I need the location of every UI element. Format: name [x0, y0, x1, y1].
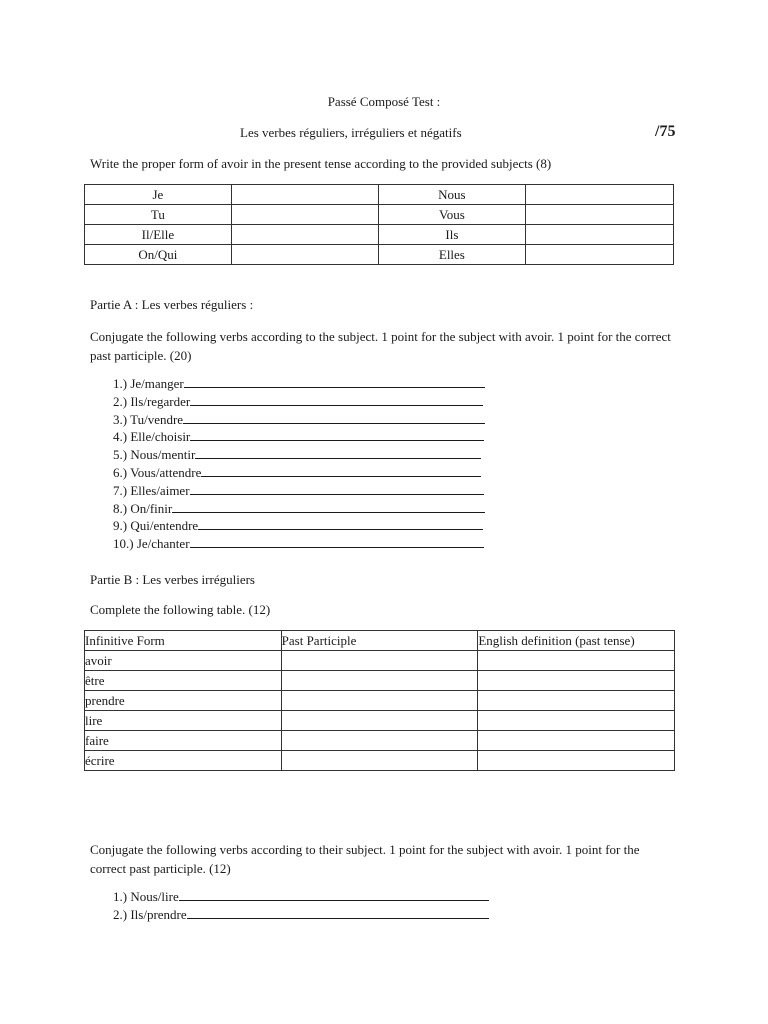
answer-line[interactable]	[187, 905, 489, 919]
exercise-prompt: 6.) Vous/attendre	[113, 464, 202, 480]
avoir-table	[84, 184, 674, 265]
exercise-prompt: 3.) Tu/vendre	[113, 411, 184, 427]
answer-line[interactable]	[190, 427, 484, 441]
subject-cell: Il/Elle	[85, 225, 232, 245]
list-item	[113, 410, 503, 428]
list-item	[113, 445, 503, 463]
partie-b-exercise-list	[113, 887, 508, 923]
partie-b-instruction: Complete the following table. (12)	[90, 602, 271, 617]
list-item	[113, 374, 503, 392]
list-item	[113, 463, 503, 481]
column-header: English definition (past tense)	[478, 631, 675, 651]
table-row	[85, 751, 675, 771]
answer-cell[interactable]	[478, 711, 675, 731]
table-row	[85, 671, 675, 691]
partie-a-instruction: Conjugate the following verbs according to the subject. 1 point for the subject with avoir. 1 point for the correct past participle. (20)	[90, 329, 671, 363]
table-header-row	[85, 631, 675, 651]
score-total: /75	[655, 123, 676, 140]
answer-line[interactable]	[179, 887, 489, 901]
answer-cell[interactable]	[281, 691, 478, 711]
list-item	[113, 516, 503, 534]
exercise-prompt: 10.) Je/chanter	[113, 536, 190, 552]
answer-cell[interactable]	[478, 751, 675, 771]
table-row	[85, 691, 675, 711]
table-row	[85, 651, 675, 671]
subject-cell: Ils	[378, 225, 526, 245]
list-item	[113, 905, 508, 923]
subject-cell: Elles	[378, 245, 526, 265]
exercise-prompt: 4.) Elle/choisir	[113, 429, 191, 445]
answer-line[interactable]	[190, 481, 484, 495]
infinitive-cell: faire	[85, 731, 282, 751]
table-row	[85, 185, 674, 205]
page-title: Passé Composé Test :	[327, 94, 441, 109]
answer-cell[interactable]	[526, 205, 674, 225]
exercise-prompt: 1.) Nous/lire	[113, 889, 179, 904]
answer-cell[interactable]	[478, 671, 675, 691]
subject-cell: On/Qui	[85, 245, 232, 265]
list-item	[113, 534, 503, 552]
list-item	[113, 887, 508, 905]
answer-cell[interactable]	[231, 185, 378, 205]
list-item	[113, 499, 503, 517]
exercise-prompt: 9.) Qui/entendre	[113, 518, 199, 534]
answer-line[interactable]	[201, 463, 481, 477]
answer-cell[interactable]	[231, 205, 378, 225]
partie-a-exercise-list	[113, 374, 503, 552]
table-row	[85, 711, 675, 731]
answer-cell[interactable]	[281, 671, 478, 691]
page-subtitle: Les verbes réguliers, irréguliers et négatifs	[240, 125, 462, 140]
infinitive-cell: avoir	[85, 651, 282, 671]
exercise-prompt: 5.) Nous/mentir	[113, 447, 196, 463]
answer-cell[interactable]	[281, 751, 478, 771]
answer-cell[interactable]	[478, 691, 675, 711]
infinitive-cell: prendre	[85, 691, 282, 711]
partie-b-heading: Partie B : Les verbes irréguliers	[90, 572, 255, 587]
exercise-prompt: 2.) Ils/prendre	[113, 906, 187, 922]
table-row	[85, 205, 674, 225]
infinitive-cell: écrire	[85, 751, 282, 771]
answer-line[interactable]	[183, 410, 485, 424]
column-header: Infinitive Form	[85, 631, 282, 651]
answer-cell[interactable]	[231, 245, 378, 265]
answer-line[interactable]	[172, 499, 485, 513]
answer-cell[interactable]	[526, 245, 674, 265]
subject-cell: Tu	[85, 205, 232, 225]
infinitive-cell: être	[85, 671, 282, 691]
list-item	[113, 427, 503, 445]
answer-cell[interactable]	[281, 731, 478, 751]
answer-line[interactable]	[184, 374, 485, 388]
infinitive-cell: lire	[85, 711, 282, 731]
answer-cell[interactable]	[526, 225, 674, 245]
table-row	[85, 225, 674, 245]
answer-line[interactable]	[198, 516, 483, 530]
answer-cell[interactable]	[281, 711, 478, 731]
exercise-prompt: 1.) Je/manger	[113, 376, 184, 391]
answer-cell[interactable]	[478, 651, 675, 671]
avoir-instruction: Write the proper form of avoir in the present tense according to the provided subjects (8)	[90, 156, 552, 171]
list-item	[113, 392, 503, 410]
exercise-prompt: 2.) Ils/regarder	[113, 393, 191, 409]
exercise-prompt: 7.) Elles/aimer	[113, 482, 190, 498]
answer-line[interactable]	[195, 445, 481, 459]
subject-cell: Je	[85, 185, 232, 205]
irregular-verbs-table	[84, 630, 675, 771]
exercise-prompt: 8.) On/finir	[113, 500, 173, 516]
table-row	[85, 245, 674, 265]
table-row	[85, 731, 675, 751]
answer-cell[interactable]	[526, 185, 674, 205]
answer-cell[interactable]	[231, 225, 378, 245]
answer-line[interactable]	[190, 534, 484, 548]
column-header: Past Participle	[281, 631, 478, 651]
subject-cell: Nous	[378, 185, 526, 205]
answer-cell[interactable]	[281, 651, 478, 671]
answer-line[interactable]	[190, 392, 483, 406]
subject-cell: Vous	[378, 205, 526, 225]
answer-cell[interactable]	[478, 731, 675, 751]
partie-b-conjugate-instruction: Conjugate the following verbs according to their subject. 1 point for the subject with avoir. 1 point for the correct past participle. (12)	[90, 842, 640, 876]
list-item	[113, 481, 503, 499]
partie-a-heading: Partie A : Les verbes réguliers :	[90, 297, 254, 312]
